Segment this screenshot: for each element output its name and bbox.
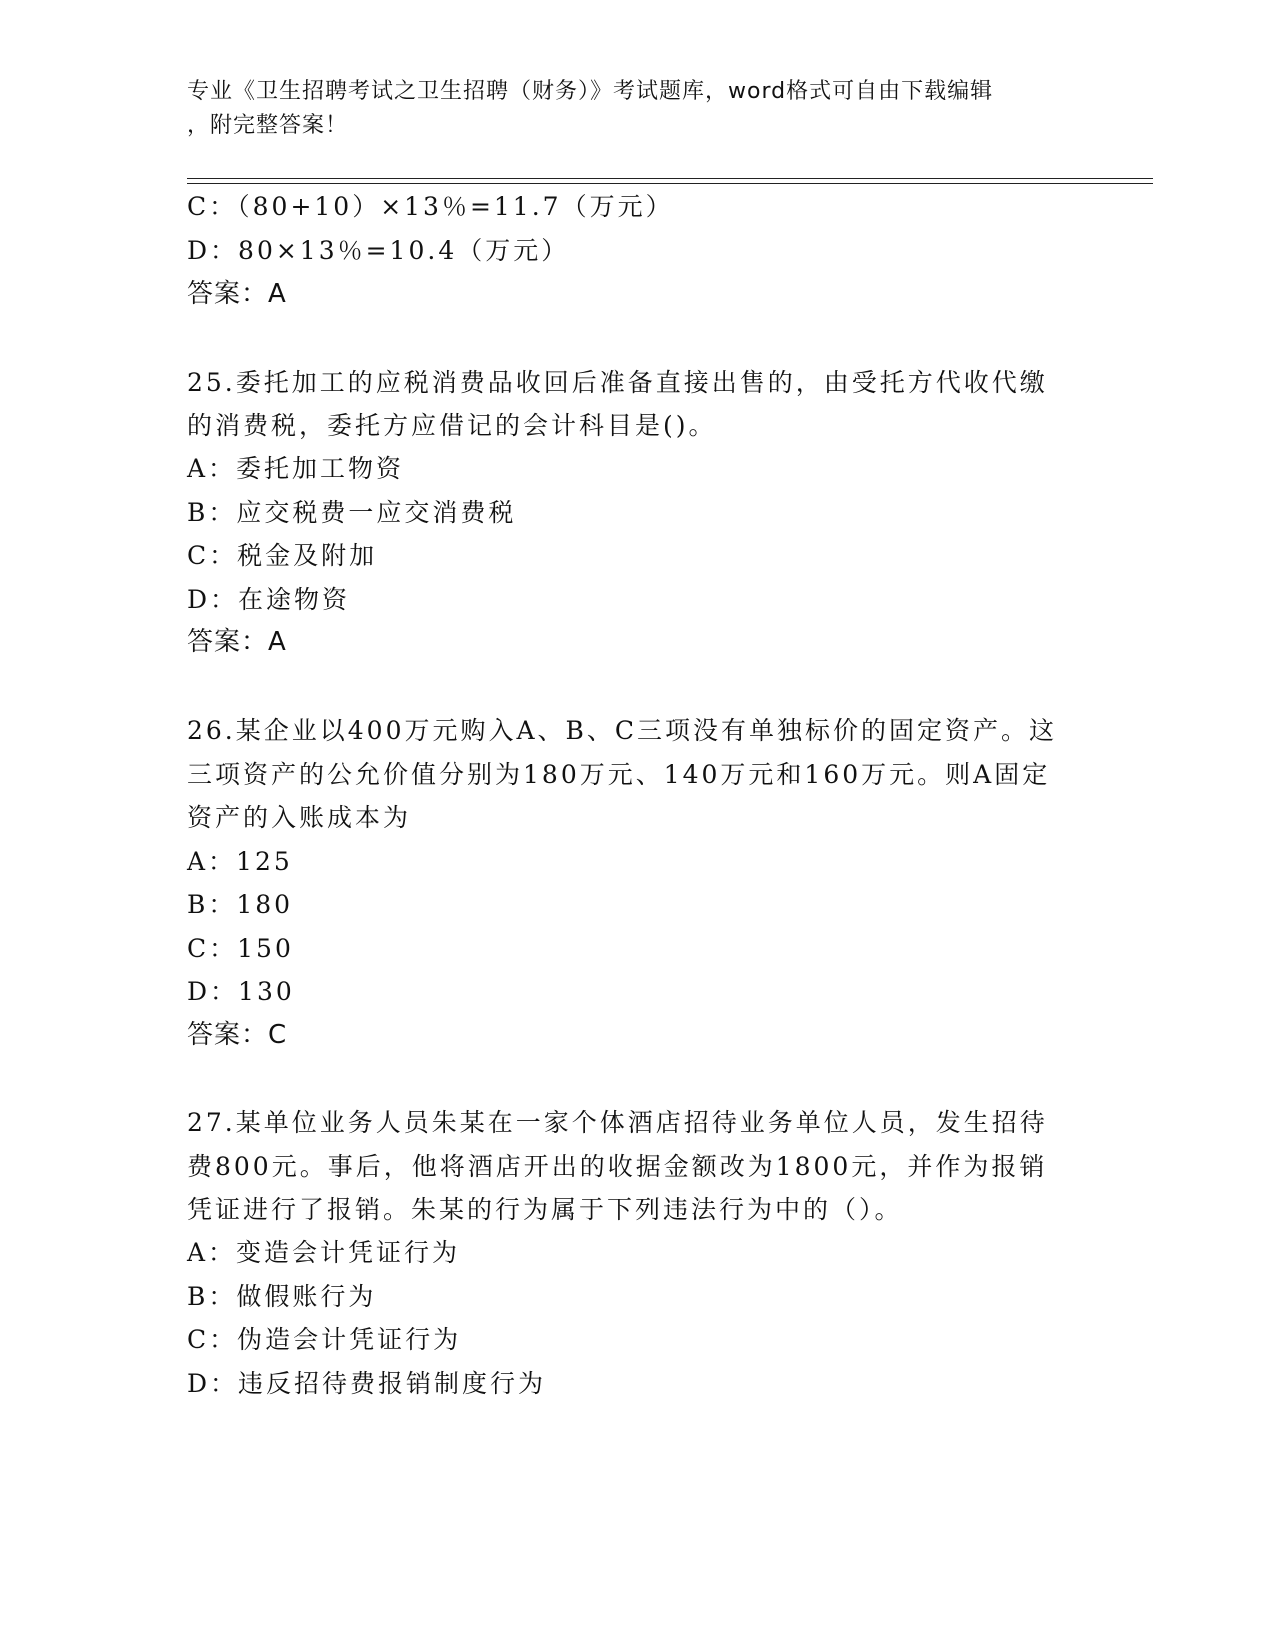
q25-option-a: A：委托加工物资 (187, 454, 405, 483)
header-divider-top (187, 178, 1153, 179)
document-header (187, 75, 1087, 143)
q25-option-c: C：税金及附加 (187, 541, 378, 570)
q26-stem-line-3: 资产的入账成本为 (187, 803, 412, 832)
q27-option-d: D：违反招待费报销制度行为 (187, 1369, 547, 1398)
q26-option-b: B：180 (187, 890, 294, 919)
header-title-line-2: ，附完整答案！ (187, 113, 349, 138)
q27-stem-line-1: 27.某单位业务人员朱某在一家个体酒店招待业务单位人员，发生招待 (187, 1108, 1048, 1137)
prev-question-option-c: C：（80+10）×13％=11.7（万元） (187, 192, 674, 221)
q27-stem-line-2: 费800元。事后，他将酒店开出的收据金额改为1800元，并作为报销 (187, 1152, 1048, 1181)
q27-option-c: C：伪造会计凭证行为 (187, 1325, 462, 1354)
q26-option-a: A：125 (187, 847, 293, 876)
q25-answer: 答案：A (187, 627, 287, 657)
q26-stem-line-1: 26.某企业以400万元购入A、B、C三项没有单独标价的固定资产。这 (187, 716, 1058, 745)
q26-option-c: C：150 (187, 934, 294, 963)
q26-stem-line-2: 三项资产的公允价值分别为180万元、140万元和160万元。则A固定 (187, 760, 1051, 789)
q25-option-d: D：在途物资 (187, 585, 351, 614)
q27-stem-line-3: 凭证进行了报销。朱某的行为属于下列违法行为中的（）。 (187, 1195, 903, 1224)
prev-question-answer: 答案：A (187, 279, 287, 309)
q26-answer: 答案：C (187, 1020, 288, 1050)
header-divider-bottom (187, 183, 1153, 184)
prev-question-option-d: D：80×13％=10.4（万元） (187, 236, 570, 265)
q26-option-d: D：130 (187, 977, 295, 1006)
q25-option-b: B：应交税费一应交消费税 (187, 498, 517, 527)
header-title-line-1: 专业《卫生招聘考试之卫生招聘（财务）》考试题库，word格式可自由下载编辑 (187, 79, 994, 104)
q27-option-b: B：做假账行为 (187, 1282, 377, 1311)
q25-stem-line-1: 25.委托加工的应税消费品收回后准备直接出售的，由受托方代收代缴 (187, 368, 1048, 397)
q27-option-a: A：变造会计凭证行为 (187, 1238, 461, 1267)
q25-stem-line-2: 的消费税，委托方应借记的会计科目是()。 (187, 411, 717, 440)
